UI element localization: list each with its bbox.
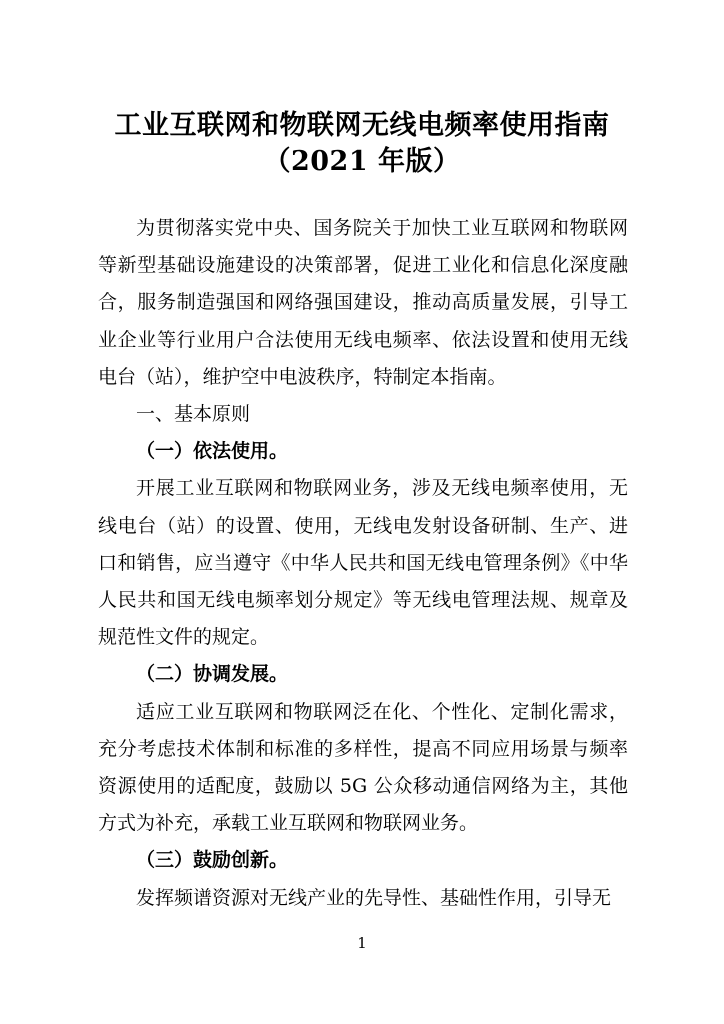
section-heading-basic-principles: 一、基本原则 [136,403,251,426]
subheading-lawful-use: （一）依法使用。 [136,440,289,463]
paragraph-lawful-use: 开展工业互联网和物联网业务，涉及无线电频率使用，无线电台（站）的设置、使用，无线电发射设备研制、生产、进口和销售，应当遵守《中华人民共和国无线电管理条例》《中华人民共和国无线电频率划分规定》等无线电管理法规、规章及规范性文件的规定。 [98,477,628,649]
subheading-encourage-innovation: （三）鼓励创新。 [136,849,289,872]
document-title: 工业互联网和物联网无线电频率使用指南 [114,110,610,141]
page-number: 1 [357,934,367,952]
document-edition: （2021 年版） [263,146,461,177]
subheading-coordinated-development: （二）协调发展。 [136,663,289,686]
document-body [98,210,628,917]
paragraph-coordinated-development: 适应工业互联网和物联网泛在化、个性化、定制化需求，充分考虑技术体制和标准的多样性，提高不同应用场景与频率资源使用的适配度，鼓励以 5G 公众移动通信网络为主，其他方式为补充，承载工业互联网和物联网业务。 [98,700,628,835]
intro-paragraph: 为贯彻落实党中央、国务院关于加快工业互联网和物联网等新型基础设施建设的决策部署，促进工业化和信息化深度融合，服务制造强国和网络强国建设，推动高质量发展，引导工业企业等行业用户合法使用无线电频率、依法设置和使用无线电台（站），维护空中电波秩序，特制定本指南。 [98,217,628,388]
paragraph-encourage-innovation: 发挥频谱资源对无线产业的先导性、基础性作用，引导无 [136,886,612,909]
